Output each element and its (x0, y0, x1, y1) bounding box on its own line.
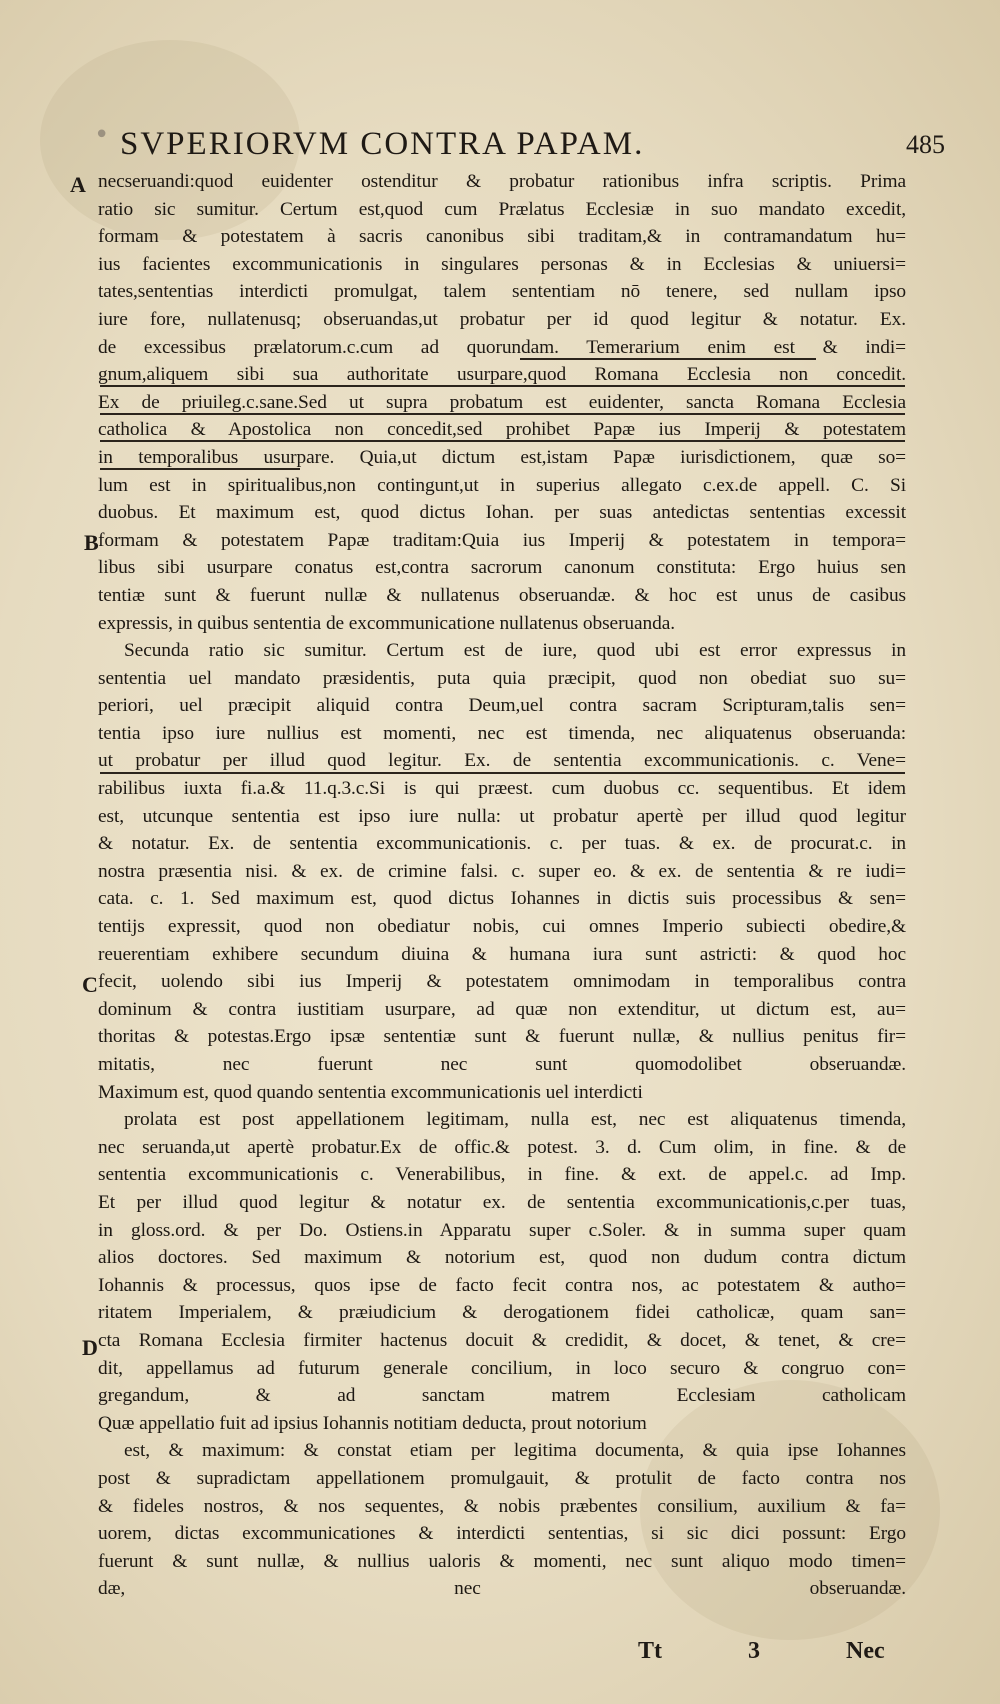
text-line: fuerunt & sunt nullæ, & nullius ualoris & momenti, nec sunt aliquo modo timen= (98, 1550, 906, 1572)
text-line: mitatis, nec fuerunt nec sunt quomodolibet obseruandæ. (98, 1054, 906, 1075)
text-line: & notatur. Ex. de sententia excommunicationis. c. per tuas. & ex. de procurat.c. in (98, 833, 906, 855)
text-line: est, utcunque sententia est ipso iure nulla: ut probatur apertè per illud quod legitur (98, 805, 906, 827)
text-line: Quæ appellatio fuit ad ipsius Iohannis notitiam deducta, prout notorium (98, 1412, 647, 1434)
text-line: catholica & Apostolica non concedit,sed prohibet Papæ ius Imperij & potestatem (98, 419, 906, 441)
signature-mark: Tt (638, 1638, 662, 1664)
text-line: fecit, uolendo sibi ius Imperij & potestatem omnimodam in temporalibus contra (98, 971, 906, 993)
text-line: tentijs expressit, quod non obediatur nobis, cui omnes Imperio subiecti obedire,& (98, 916, 906, 938)
margin-marker-b: B (84, 530, 99, 555)
underline-mark (520, 358, 816, 360)
text-line: & fideles nostros, & nos sequentes, & nobis præbentes consilium, auxilium & fa= (98, 1495, 906, 1517)
text-line: in temporalibus usurpare. Quia,ut dictum est,istam Papæ iurisdictionem, quæ so= (98, 446, 906, 468)
text-line: uorem, dictas excommunicationes & interdicti sententias, si sic dici possunt: Ergo (98, 1523, 906, 1545)
text-line: ius facientes excommunicationis in singulares personas & in Ecclesias & uniuersi= (98, 253, 906, 275)
text-line: tates,sententias interdicti promulgat, talem sententiam nō tenere, sed nullam ipso (98, 281, 906, 303)
text-line: expressis, in quibus sententia de excommunicatione nullatenus obseruanda. (98, 612, 675, 634)
catchword: Nec (846, 1638, 885, 1664)
margin-marker-d: D (82, 1335, 98, 1360)
text-line: dæ, nec obseruandæ. (98, 1578, 906, 1600)
text-line: alios doctores. Sed maximum & notorium est, quod non dudum contra dictum (98, 1247, 906, 1269)
text-line: formam & potestatem Papæ traditam:Quia ius Imperij & potestatem in tempora= (98, 529, 906, 551)
text-line: Iohannis & processus, quos ipse de facto fecit contra nos, ac potestatem & autho= (98, 1274, 906, 1296)
underline-mark (100, 772, 905, 774)
text-line: periori, uel præcipit aliquid contra Deum,uel contra sacram Scripturam,talis sen= (98, 695, 906, 717)
page-title: SVPERIORVM CONTRA PAPAM. (120, 126, 645, 162)
text-line: nec seruanda,ut apertè probatur.Ex de offic.& potest. 3. d. Cum olim, in fine. & de (98, 1136, 906, 1158)
text-line: cta Romana Ecclesia firmiter hactenus docuit & credidit, & docet, & tenet, & cre= (98, 1329, 906, 1351)
text-line: thoritas & potestas.Ergo ipsæ sententiæ sunt & fuerunt nullæ, & nullius penitus fir= (98, 1026, 906, 1048)
text-line: sententia uel mandato præsidentis, puta quia præcipit, quod non obediat suo su= (98, 667, 906, 689)
text-line: reuerentiam exhibere secundum diuina & humana iura sunt astricti: & quod hoc (98, 943, 906, 965)
text-line: dominum & contra iustitiam usurpare, ad quæ non extenditur, ut dictum est, au= (98, 998, 906, 1020)
underline-mark (100, 468, 300, 470)
text-line: ritatem Imperialem, & præiudicium & derogationem fidei catholicæ, quam san= (98, 1302, 906, 1324)
head-marker: • (94, 120, 110, 150)
text-line: Maximum est, quod quando sententia excommunicationis uel interdicti (98, 1081, 643, 1103)
text-line: post & supradictam appellationem promulgauit, & protulit de facto contra nos (98, 1467, 906, 1489)
text-line: sententia excommunicationis c. Venerabilibus, in fine. & ext. de appel.c. ad Imp. (98, 1164, 906, 1186)
margin-marker-c: C (82, 972, 98, 997)
text-line: de excessibus prælatorum.c.cum ad quorundam. Temerarium enim est & indi= (98, 336, 906, 358)
text-line: dit, appellamus ad futurum generale concilium, in loco securo & congruo con= (98, 1357, 906, 1379)
underline-mark (100, 413, 905, 415)
text-line: est, & maximum: & constat etiam per legitima documenta, & quia ipse Iohannes (124, 1440, 906, 1462)
text-line: iure fore, nullatenusq; obseruandas,ut probatur per id quod legitur & notatur. Ex. (98, 308, 906, 330)
text-line: nostra præsentia nisi. & ex. de crimine falsi. c. super eo. & ex. de sententia & re iudi= (98, 860, 906, 882)
text-line: Et per illud quod legitur & notatur ex. de sententia excommunicationis,c.per tuas, (98, 1191, 906, 1213)
underline-mark (100, 385, 905, 387)
body-text (98, 168, 906, 1603)
text-line: ut probatur per illud quod legitur. Ex. de sententia excommunicationis. c. Vene= (98, 750, 906, 772)
text-line: formam & potestatem à sacris canonibus sibi traditam,& in contramandatum hu= (98, 226, 906, 248)
text-line: necseruandi:quod euidenter ostenditur & probatur rationibus infra scriptis. Prima (98, 171, 906, 192)
text-line: lum est in spiritualibus,non contingunt,ut in superius allegato c.ex.de appell. C. Si (98, 474, 906, 496)
text-line: Secunda ratio sic sumitur. Certum est de iure, quod ubi est error expressus in (124, 640, 906, 662)
text-line: tentia ipso iure nullius est momenti, nec est timenda, nec aliquatenus obseruanda: (98, 722, 906, 744)
page-number: 485 (906, 130, 945, 159)
text-line: ratio sic sumitur. Certum est,quod cum Prælatus Ecclesiæ in suo mandato excedit, (98, 198, 906, 220)
margin-marker-a: A (70, 172, 86, 197)
text-line: gregandum, & ad sanctam matrem Ecclesiam catholicam (98, 1385, 906, 1407)
signature-number: 3 (748, 1638, 760, 1664)
text-line: libus sibi usurpare conatus est,contra sacrorum canonum constituta: Ergo huius sen (98, 557, 906, 579)
text-line: in gloss.ord. & per Do. Ostiens.in Apparatu super c.Soler. & in summa super quam (98, 1219, 906, 1241)
text-line: cata. c. 1. Sed maximum est, quod dictus Iohannes in dictis suis processibus & sen= (98, 888, 906, 910)
text-line: Ex de priuileg.c.sane.Sed ut supra probatum est euidenter, sancta Romana Ecclesia (98, 391, 906, 413)
text-line: duobus. Et maximum est, quod dictus Iohan. per suas antedictas sententias excessit (98, 502, 906, 524)
text-line: prolata est post appellationem legitimam, nulla est, nec est aliquatenus timenda, (124, 1109, 906, 1131)
text-line: rabilibus iuxta fi.a.& 11.q.3.c.Si is qui præest. cum duobus cc. sequentibus. Et idem (98, 778, 906, 800)
text-line: gnum,aliquem sibi sua authoritate usurpare,quod Romana Ecclesia non concedit. (98, 364, 906, 386)
underline-mark (100, 440, 905, 442)
text-line: tentiæ sunt & fuerunt nullæ & nullatenus obseruandæ. & hoc est unus de casibus (98, 584, 906, 606)
